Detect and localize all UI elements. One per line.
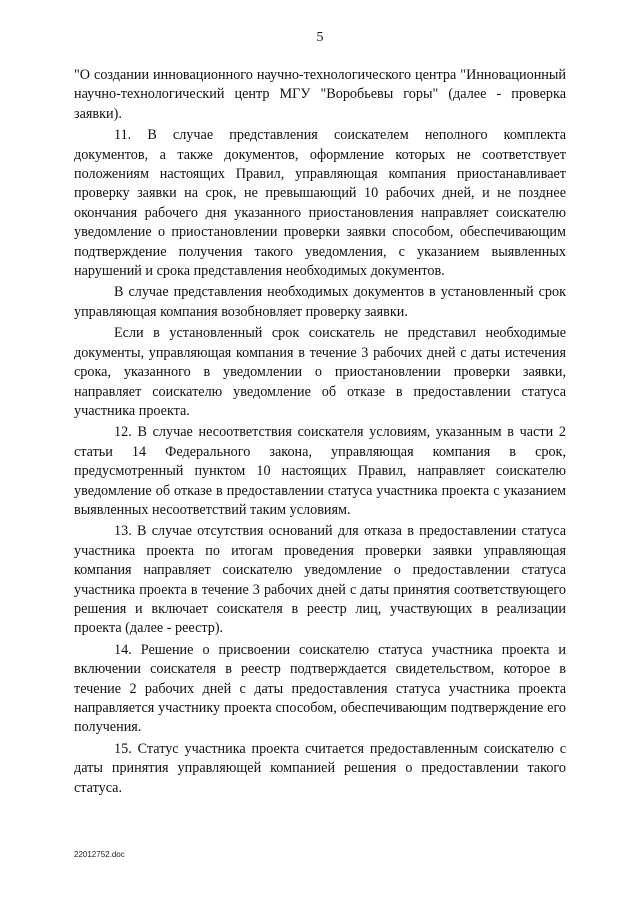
paragraph-resubmission: В случае представления необходимых документов в установленный срок управляющая компания возобновляет проверку заявки. bbox=[74, 284, 566, 320]
document-body bbox=[74, 66, 566, 800]
paragraph-refusal-missing-docs: Если в установленный срок соискатель не представил необходимые документы, управляющая компания в течение 3 рабочих дней с даты истечения срока, указанного в уведомлении о приостановлении проверки заявки, направляет соискателю уведомление об отказе в предоставлении статуса участника проекта. bbox=[74, 325, 566, 419]
paragraph-item-15: 15. Статус участника проекта считается предоставленным соискателю с даты принятия управляющей компанией решения о предоставлении такого статуса. bbox=[74, 740, 566, 796]
paragraph-item-12: 12. В случае несоответствия соискателя условиям, указанным в части 2 статьи 14 Федерального закона, управляющая компания в срок, предусмотренный пунктом 10 настоящих Правил, направляет соискателю уведомление об отказе в предоставлении статуса участника проекта с указанием выявленных несоответствий таким условиям. bbox=[74, 424, 566, 518]
paragraph-item-14: 14. Решение о присвоении соискателю статуса участника проекта и включении соискателя в реестр подтверждается свидетельством, которое в течение 2 рабочих дней с даты предоставления статуса участника проекта направляется участнику проекта способом, обеспечивающим подтверждение его получения. bbox=[74, 641, 566, 736]
paragraph-item-13: 13. В случае отсутствия оснований для отказа в предоставлении статуса участника проекта по итогам проведения проверки заявки управляющая компания направляет соискателю уведомление о предоставлении статуса участника проекта в течение 3 рабочих дней с даты принятия соответствующего решения и включает соискателя в реестр лиц, участвующих в реализации проекта (далее - реестр). bbox=[74, 523, 566, 637]
paragraph-continuation: "О создании инновационного научно-технологического центра "Инновационный научно-технологический центр МГУ "Воробьевы горы" (далее - проверка заявки). bbox=[74, 67, 566, 122]
footer-file-code: 22012752.doc bbox=[74, 850, 125, 859]
paragraph-item-11: 11. В случае представления соискателем неполного комплекта документов, а также документов, оформление которых не соответствует положениям настоящих Правил, управляющая компания приостанавливает проверку заявки на срок, не превышающий 10 рабочих дней, и не позднее окончания рабочего дня указанного приостановления направляет соискателю уведомление о приостановлении проверки заявки способом, обеспечивающим подтверждение получения такого уведомления, с указанием выявленных нарушений и срока представления необходимых документов. bbox=[74, 127, 566, 280]
page-number: 5 bbox=[316, 30, 324, 45]
